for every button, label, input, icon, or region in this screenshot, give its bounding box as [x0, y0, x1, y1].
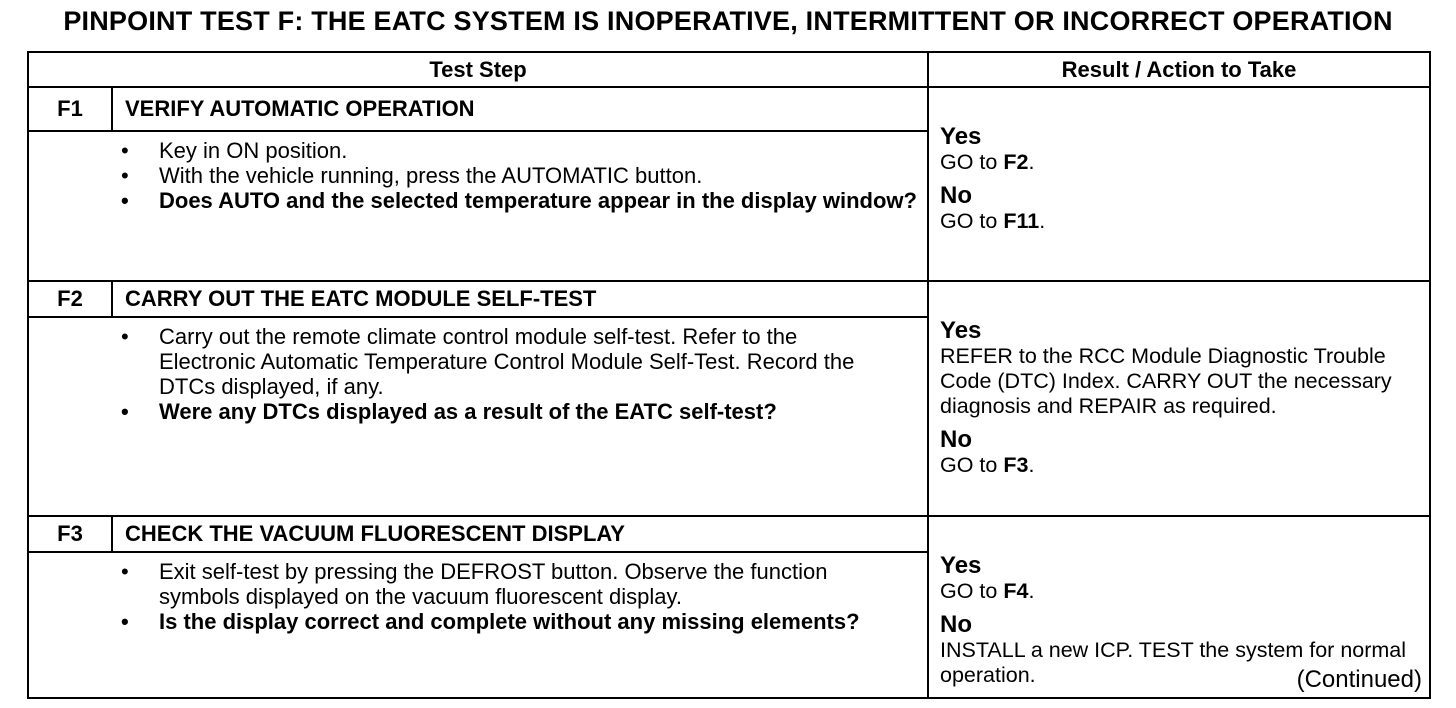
step-number: F1	[28, 87, 112, 131]
no-action: GO to F11.	[940, 209, 1046, 233]
yes-label: Yes	[940, 317, 982, 344]
table-header-row	[28, 52, 1430, 87]
step-question: • Is the display correct and complete without any missing elements?	[159, 609, 887, 634]
step-f3	[28, 516, 1430, 698]
no-action: INSTALL a new ICP. TEST the system for normal operation.	[940, 638, 1407, 687]
step-instructions	[28, 552, 928, 698]
step-result	[928, 281, 1430, 516]
test-step-header: Test Step	[28, 52, 928, 87]
step-question: • Were any DTCs displayed as a result of the EATC self-test?	[159, 399, 897, 424]
no-label: No	[940, 182, 973, 209]
result-header: Result / Action to Take	[928, 52, 1430, 87]
pinpoint-test-table	[27, 51, 1431, 699]
step-heading: CHECK THE VACUUM FLUORESCENT DISPLAY	[112, 516, 928, 552]
step-question: • Does AUTO and the selected temperature appear in the display window?	[159, 188, 927, 213]
page-title: PINPOINT TEST F: THE EATC SYSTEM IS INOPERATIVE, INTERMITTENT OR INCORRECT OPERATION	[63, 6, 1393, 36]
step-number: F2	[28, 281, 112, 317]
instruction-bullet: • Carry out the remote climate control module self-test. Refer to the Electronic Automatic Temperature Control Module Self-Test. Record the DTCs displayed, if any.	[159, 324, 897, 399]
yes-label: Yes	[940, 552, 982, 579]
step-number: F3	[28, 516, 112, 552]
continued-label: (Continued)	[1296, 666, 1422, 693]
yes-label: Yes	[940, 123, 982, 150]
step-heading: VERIFY AUTOMATIC OPERATION	[112, 87, 928, 131]
no-label: No	[940, 611, 973, 638]
step-heading: CARRY OUT THE EATC MODULE SELF-TEST	[112, 281, 928, 317]
step-instructions	[28, 131, 928, 281]
no-action: GO to F3.	[940, 453, 1035, 477]
step-instructions	[28, 317, 928, 516]
yes-action: GO to F4.	[940, 579, 1035, 603]
step-f1	[28, 87, 1430, 281]
step-f2	[28, 281, 1430, 516]
instruction-bullet: • Exit self-test by pressing the DEFROST button. Observe the function symbols displayed on the vacuum fluorescent display.	[159, 559, 887, 609]
yes-action: REFER to the RCC Module Diagnostic Trouble Code (DTC) Index. CARRY OUT the necessary diagnosis and REPAIR as required.	[940, 344, 1392, 418]
step-result	[928, 87, 1430, 281]
instruction-bullet: • Key in ON position.	[159, 138, 927, 163]
instruction-bullet: • With the vehicle running, press the AUTOMATIC button.	[159, 163, 927, 188]
yes-action: GO to F2.	[940, 150, 1035, 174]
no-label: No	[940, 426, 973, 453]
